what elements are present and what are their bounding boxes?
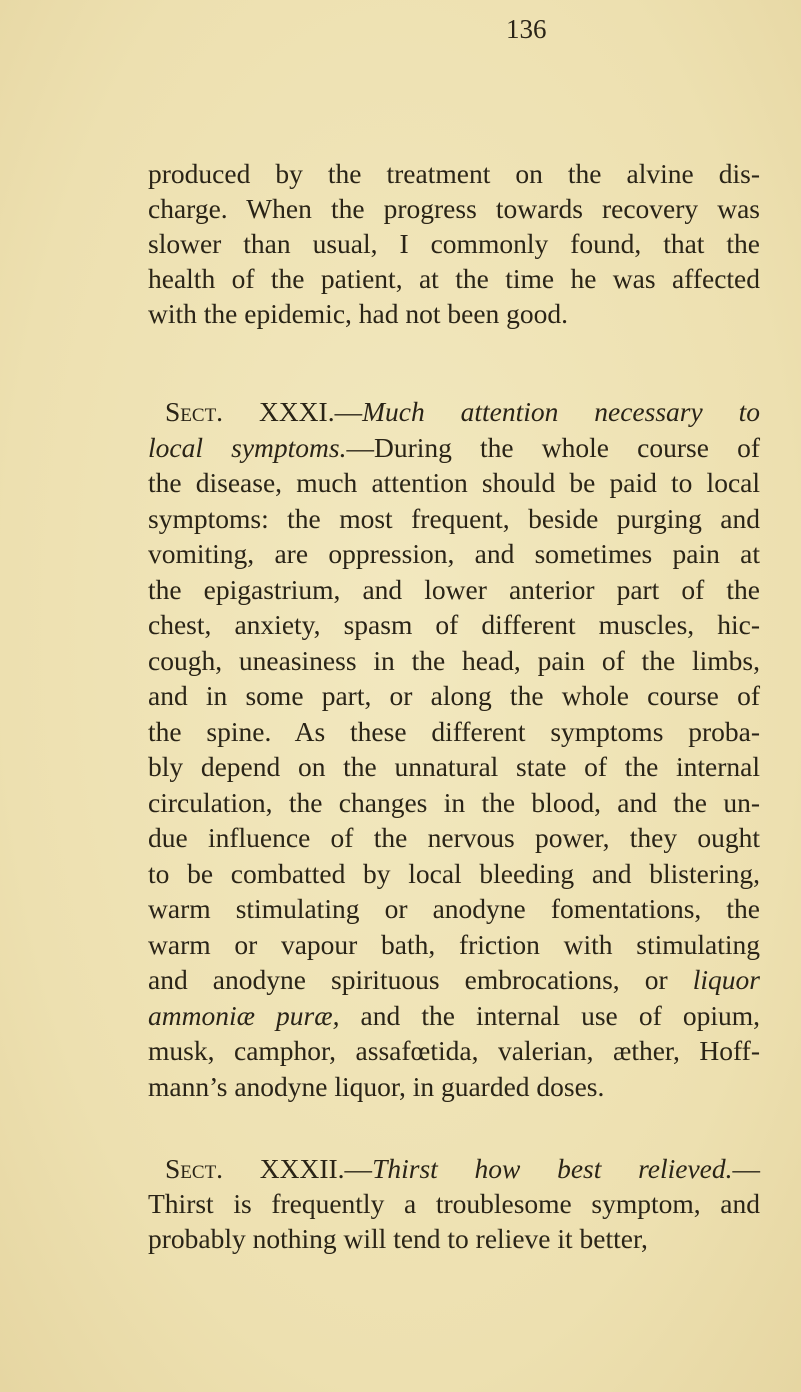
text-line bbox=[148, 998, 760, 1034]
text-line bbox=[148, 962, 760, 998]
text-line bbox=[148, 1033, 760, 1069]
text-segment: Thirst is frequently a troublesome symptom, and bbox=[148, 1188, 760, 1219]
page-number: 136 bbox=[506, 14, 547, 44]
text-line bbox=[148, 820, 760, 856]
text-line bbox=[148, 430, 760, 466]
text-line bbox=[148, 261, 760, 296]
text-line bbox=[148, 226, 760, 261]
italic-text: liquor bbox=[692, 964, 760, 995]
text-segment: — bbox=[732, 1153, 760, 1184]
text-line bbox=[148, 927, 760, 963]
paragraph-sect-32 bbox=[148, 1151, 760, 1256]
text-line bbox=[148, 1221, 760, 1256]
text-line bbox=[148, 607, 760, 643]
paragraph-sect-31 bbox=[148, 394, 760, 1104]
text-line bbox=[148, 394, 760, 430]
text-segment: vomiting, are oppression, and sometimes pain at bbox=[148, 538, 760, 569]
text-segment: musk, camphor, assafœtida, valerian, æther, Hoff- bbox=[148, 1035, 760, 1066]
section-label: Sect. bbox=[165, 396, 224, 427]
text-segment: charge. When the progress towards recovery was bbox=[148, 193, 760, 224]
text-line bbox=[148, 1151, 760, 1186]
text-segment: to be combatted by local bleeding and blistering, bbox=[148, 857, 760, 889]
text-line bbox=[148, 465, 760, 501]
text-line bbox=[148, 1069, 760, 1105]
text-line bbox=[148, 678, 760, 714]
text-segment: the disease, much attention should be paid to local bbox=[148, 467, 760, 498]
text-segment: circulation, the changes in the blood, and the un- bbox=[148, 786, 760, 818]
text-line bbox=[148, 501, 760, 537]
text-segment: XXXI.— bbox=[223, 396, 363, 427]
text-segment: health of the patient, at the time he was affected bbox=[148, 263, 760, 294]
text-segment: the spine. As these different symptoms proba- bbox=[148, 715, 760, 747]
text-segment: probably nothing will tend to relieve it better, bbox=[148, 1223, 648, 1254]
italic-text: Much attention necessary to bbox=[362, 396, 760, 427]
italic-text: local symptoms. bbox=[148, 431, 347, 463]
text-line bbox=[148, 296, 760, 331]
text-segment: mann’s anodyne liquor, in guarded doses. bbox=[148, 1070, 605, 1102]
text-segment: the epigastrium, and lower anterior part of the bbox=[148, 573, 760, 605]
section-label: Sect. bbox=[165, 1153, 224, 1184]
text-line bbox=[148, 749, 760, 785]
text-line bbox=[148, 536, 760, 572]
text-line bbox=[148, 714, 760, 750]
text-segment: and the internal use of opium, bbox=[339, 999, 761, 1031]
paragraph-1 bbox=[148, 156, 760, 331]
text-line bbox=[148, 1186, 760, 1221]
text-line bbox=[148, 891, 760, 927]
text-segment: chest, anxiety, spasm of different muscles, hic- bbox=[148, 609, 760, 640]
text-segment: —During the whole course of bbox=[346, 431, 760, 463]
text-line bbox=[148, 643, 760, 679]
text-segment: and anodyne spirituous embrocations, or bbox=[148, 964, 693, 995]
text-segment: with the epidemic, had not been good. bbox=[148, 298, 569, 329]
text-segment: produced by the treatment on the alvine dis- bbox=[148, 158, 760, 189]
italic-text: Thirst how best relieved. bbox=[372, 1153, 733, 1184]
text-segment: warm or vapour bath, friction with stimulating bbox=[148, 928, 760, 960]
text-segment: bly depend on the unnatural state of the internal bbox=[148, 751, 760, 782]
text-segment: due influence of the nervous power, they ought bbox=[148, 822, 760, 853]
text-segment: and in some part, or along the whole course of bbox=[148, 680, 760, 711]
text-line bbox=[148, 572, 760, 608]
text-segment: cough, uneasiness in the head, pain of the limbs, bbox=[148, 644, 760, 676]
text-segment: XXXII.— bbox=[223, 1153, 373, 1184]
text-line bbox=[148, 156, 760, 191]
text-line bbox=[148, 191, 760, 226]
text-segment: slower than usual, I commonly found, that the bbox=[148, 228, 760, 259]
text-segment: warm stimulating or anodyne fomentations, the bbox=[148, 893, 760, 924]
italic-text: ammoniæ puræ, bbox=[148, 999, 340, 1031]
text-line bbox=[148, 785, 760, 821]
text-segment: symptoms: the most frequent, beside purging and bbox=[148, 502, 760, 534]
text-line bbox=[148, 856, 760, 892]
